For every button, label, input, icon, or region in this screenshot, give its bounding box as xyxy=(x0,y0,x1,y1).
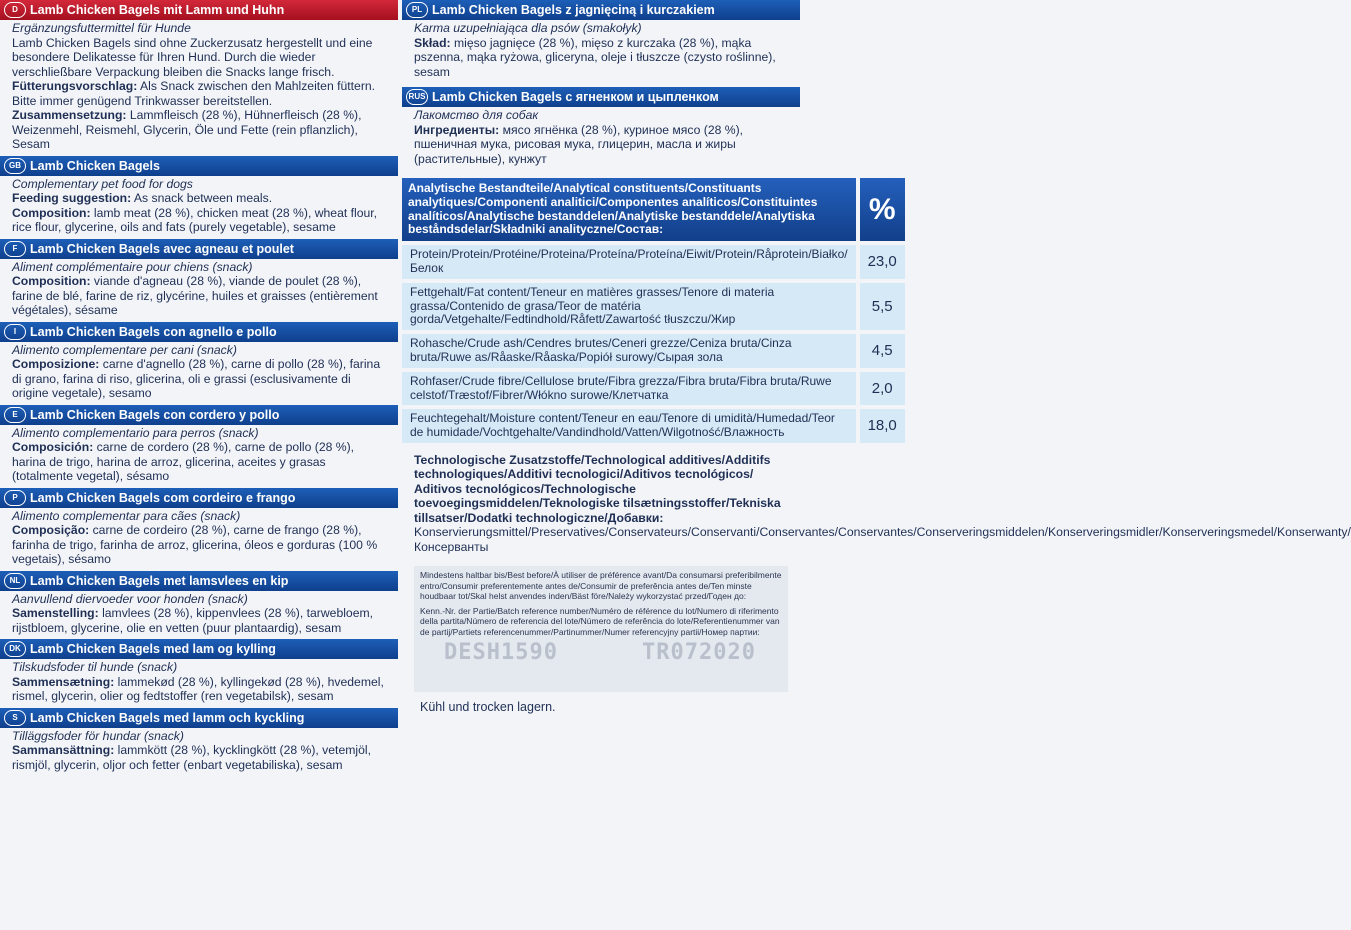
country-code-badge: I xyxy=(4,324,26,340)
section-title: Lamb Chicken Bagels avec agneau et poulet xyxy=(30,241,294,256)
section-e xyxy=(0,405,398,484)
section-header xyxy=(0,322,398,342)
section-header xyxy=(0,405,398,425)
country-code-badge: NL xyxy=(4,573,26,589)
composition-label: Composición: xyxy=(12,440,94,454)
section-body xyxy=(0,176,398,235)
section-title: Lamb Chicken Bagels con cordero y pollo xyxy=(30,407,280,422)
section-header xyxy=(0,488,398,508)
country-code-badge: E xyxy=(4,407,26,423)
section-nl xyxy=(0,571,398,636)
storage-note: Kühl und trocken lagern. xyxy=(420,700,556,715)
section-header xyxy=(402,0,800,20)
section-subtitle: Karma uzupełniająca dla psów (smakołyk) xyxy=(414,21,642,35)
feeding-text: Als Snack zwischen den Mahlzeiten füttern. Bitte immer genügend Trinkwasser bereitstellen. xyxy=(12,79,376,108)
composition-label: Composizione: xyxy=(12,357,100,371)
section-subtitle: Alimento complementare per cani (snack) xyxy=(12,342,237,357)
composition-label: Composition: xyxy=(12,205,91,220)
analysis-label: Protein/Protein/Protéine/Proteina/Proteína/Proteína/Eiwit/Protein/Råprotein/Białko/Белок xyxy=(402,245,856,279)
section-title: Lamb Chicken Bagels с ягненком и цыпленком xyxy=(432,90,719,104)
section-subtitle: Aanvullend diervoeder voor honden (snack) xyxy=(12,591,248,606)
composition-label: Composition: xyxy=(12,274,91,288)
section-subtitle: Complementary pet food for dogs xyxy=(12,176,193,191)
section-title: Lamb Chicken Bagels met lamsvlees en kip xyxy=(30,573,289,588)
feeding-text: As snack between meals. xyxy=(131,191,273,205)
section-subtitle: Tilskudsfoder til hunde (snack) xyxy=(12,660,178,674)
analysis-row xyxy=(402,245,905,279)
section-header xyxy=(0,571,398,591)
composition-label: Composição: xyxy=(12,523,90,537)
section-header xyxy=(402,87,800,107)
section-header xyxy=(0,0,398,20)
tech-text: Konservierungsmittel/Preservatives/Conservateurs/Conservanti/Conservantes/Conservantes/Conserveringsmiddelen/Konserveringsmidler/Konserveringsmedel/Konserwanty/Консерванты xyxy=(414,525,1351,554)
section-header xyxy=(0,156,398,176)
section-subtitle: Tilläggsfoder för hundar (snack) xyxy=(12,728,184,743)
composition-label: Sammensætning: xyxy=(12,674,115,689)
section-d xyxy=(0,0,398,152)
country-code-badge: S xyxy=(4,710,26,726)
section-title: Lamb Chicken Bagels med lam og kylling xyxy=(30,642,276,656)
section-s xyxy=(0,708,398,773)
composition-text: lammekød (28 %), kyllingekød (28 %), hvedemel, rismel, glycerin, olier og fedtstoffer (ren vegetabilsk), sesam xyxy=(12,674,384,703)
analysis-header: Analytische Bestandteile/Analytical constituents/Constituants analytiques/Componenti analitici/Componentes analíticos/Constituintes analíticos/Analytische bestanddelen/Analytiske bestanddele/Analytiska beståndsdelar/Składniki analityczne/Состав: xyxy=(402,178,856,241)
country-code-badge: P xyxy=(4,490,26,506)
section-intro: Lamb Chicken Bagels sind ohne Zuckerzusatz hergestellt und eine besondere Delikatesse für Ihren Hund. Durch die wieder verschließbare Verpackung bleiben die Snacks lange frisch. xyxy=(12,35,373,79)
composition-label: Sammansättning: xyxy=(12,743,115,757)
country-code-badge: RUS xyxy=(406,89,428,105)
analysis-label: Rohasche/Crude ash/Cendres brutes/Ceneri grezze/Ceniza bruta/Cinza bruta/Ruwe as/Råaske/Råaska/Popiół surowy/Сырая зола xyxy=(402,334,856,368)
section-body xyxy=(0,508,398,567)
analysis-value: 4,5 xyxy=(856,334,905,368)
section-subtitle: Лакомство для собак xyxy=(414,108,539,122)
section-body xyxy=(402,107,800,166)
section-f xyxy=(0,239,398,318)
country-code-badge: F xyxy=(4,241,26,257)
analysis-value: 5,5 xyxy=(856,283,905,330)
analysis-value: 18,0 xyxy=(856,409,905,443)
country-code-badge: GB xyxy=(4,158,26,174)
section-title: Lamb Chicken Bagels med lamm och kyckling xyxy=(30,710,305,725)
feeding-label: Feeding suggestion: xyxy=(12,191,132,205)
section-rus xyxy=(402,87,800,166)
composition-text: carne de cordeiro (28 %), carne de frango (28 %), farinha de trigo, farinha de arroz, glicerina, óleos e gorduras (100 % vegetais), sésamo xyxy=(12,523,378,566)
analysis-value: 2,0 xyxy=(856,372,905,406)
section-body xyxy=(0,728,398,773)
country-code-badge: DK xyxy=(4,641,26,657)
section-subtitle: Alimento complementar para cães (snack) xyxy=(12,508,241,523)
section-body xyxy=(402,20,800,79)
best-before-text: Mindestens haltbar bis/Best before/À utiliser de préférence avant/Da consumarsi preferibilmente entro/Consumir preferentemente antes de/Consumir de preferência antes de/Ten minste houdbaar tot/Skal helst anvendes inden/Bäst före/Należy wykorzystać przed/Годен до: xyxy=(420,570,782,602)
analysis-label: Fettgehalt/Fat content/Teneur en matières grasses/Tenore di materia grassa/Contenido de grasa/Teor de matéria gorda/Vetgehalte/Fedtindhold/Råfett/Zawartość tłuszczu/Жир xyxy=(402,283,856,330)
section-title: Lamb Chicken Bagels z jagnięciną i kurczakiem xyxy=(432,3,715,17)
best-before-date: TR072020 xyxy=(642,640,756,666)
section-gb xyxy=(0,156,398,235)
analysis-label: Rohfaser/Crude fibre/Cellulose brute/Fibra grezza/Fibra bruta/Fibra bruta/Ruwe celstof/Træstof/Fibrer/Włókno surowe/Клетчатка xyxy=(402,372,856,406)
section-body xyxy=(0,342,398,401)
section-title: Lamb Chicken Bagels com cordeiro e frango xyxy=(30,490,296,505)
section-subtitle: Ergänzungsfuttermittel für Hunde xyxy=(12,21,191,35)
technological-additives xyxy=(402,447,1351,555)
analysis-row xyxy=(402,372,905,406)
section-i xyxy=(0,322,398,401)
composition-text: viande d'agneau (28 %), viande de poulet (28 %), farine de blé, farine de riz, glycérine, huiles et graisses (entièrement végétales), sésame xyxy=(12,274,378,317)
composition-text: Lammfleisch (28 %), Hühnerfleisch (28 %), Weizenmehl, Reismehl, Glycerin, Öle und Fette (rein pflanzlich), Sesam xyxy=(12,108,362,151)
section-title: Lamb Chicken Bagels xyxy=(30,158,160,173)
composition-label: Samenstelling: xyxy=(12,606,99,620)
section-subtitle: Alimento complementario para perros (snack) xyxy=(12,425,259,440)
composition-text: мясо ягнёнка (28 %), куриное мясо (28 %), пшеничная мука, рисовая мука, глицерин, масла и жиры (растительные), кунжут xyxy=(414,122,744,166)
section-body xyxy=(0,591,398,636)
section-title: Lamb Chicken Bagels con agnello e pollo xyxy=(30,324,277,339)
section-body xyxy=(0,20,398,152)
section-header xyxy=(0,639,398,659)
section-subtitle: Aliment complémentaire pour chiens (snack) xyxy=(12,259,253,274)
tech-label: Technologische Zusatzstoffe/Technological additives/Additifs technologiques/Additivi tecnologici/Aditivos tecnológicos/ Aditivos tecnológicos/Technologische toevoegingsmiddelen/Teknologiske tilsætningsstoffer/Tekniska tillsatser/Dodatki technologiczne/Добавки: xyxy=(414,452,781,525)
composition-label: Zusammensetzung: xyxy=(12,108,127,122)
feeding-label: Fütterungsvorschlag: xyxy=(12,79,138,93)
section-title: Lamb Chicken Bagels mit Lamm und Huhn xyxy=(30,3,285,17)
country-code-badge: PL xyxy=(406,2,428,18)
analysis-row xyxy=(402,409,905,443)
section-header xyxy=(0,239,398,259)
composition-text: mięso jagnięce (28 %), mięso z kurczaka (28 %), mąka pszenna, mąka ryżowa, gliceryna, oleje i tłuszcze (czysto roślinne), sesam xyxy=(414,35,776,79)
composition-text: lammkött (28 %), kycklingkött (28 %), vetemjöl, rismjöl, glycerin, oljor och fetter (enbart vegetabiliska), sesam xyxy=(12,743,371,772)
composition-text: carne de cordero (28 %), carne de pollo (28 %), harina de trigo, harina de arroz, glicerina, aceites y grasas (totalmente vegetal), sésamo xyxy=(12,440,355,483)
analysis-table xyxy=(402,174,905,447)
section-body xyxy=(0,425,398,484)
section-header xyxy=(0,708,398,728)
analysis-row xyxy=(402,334,905,368)
section-p xyxy=(0,488,398,567)
analysis-row xyxy=(402,283,905,330)
left-column xyxy=(0,0,398,776)
percent-unit: % xyxy=(856,178,905,241)
composition-label: Skład: xyxy=(414,35,451,50)
composition-text: lamvlees (28 %), kippenvlees (28 %), tarwebloem, rijstbloem, glycerine, olie en vetten (puur plantaardig), sesam xyxy=(12,606,374,635)
right-column xyxy=(402,0,1351,715)
analysis-label: Feuchtegehalt/Moisture content/Teneur en eau/Tenore di umidità/Humedad/Teor de humidade/Vochtgehalte/Vandindhold/Vatten/Wilgotność/Влажность xyxy=(402,409,856,443)
composition-text: carne d'agnello (28 %), carne di pollo (28 %), farina di grano, farina di riso, glicerina, oli e grassi (esclusivamente di origine vegetale), sesamo xyxy=(12,357,381,400)
composition-label: Ингредиенты: xyxy=(414,122,500,137)
composition-text: lamb meat (28 %), chicken meat (28 %), wheat flour, rice flour, glycerine, oils and fats (purely vegetable), sesame xyxy=(12,205,378,234)
country-code-badge: D xyxy=(4,2,26,18)
analysis-value: 23,0 xyxy=(856,245,905,279)
section-pl xyxy=(402,0,800,79)
batch-text: Kenn.-Nr. der Partie/Batch reference number/Numéro de référence du lot/Numero di riferimento della partita/Número de referencia del lote/Número de referência do lote/Referentienummer van de partij/Partiets referencenummer/Partinummer/Numer referencyjny partii/Номер партии: xyxy=(420,605,780,637)
lot-number: DESH1590 xyxy=(444,640,558,666)
section-dk xyxy=(0,639,398,704)
section-body xyxy=(0,259,398,318)
section-body xyxy=(0,659,398,704)
best-before-box xyxy=(414,566,788,692)
